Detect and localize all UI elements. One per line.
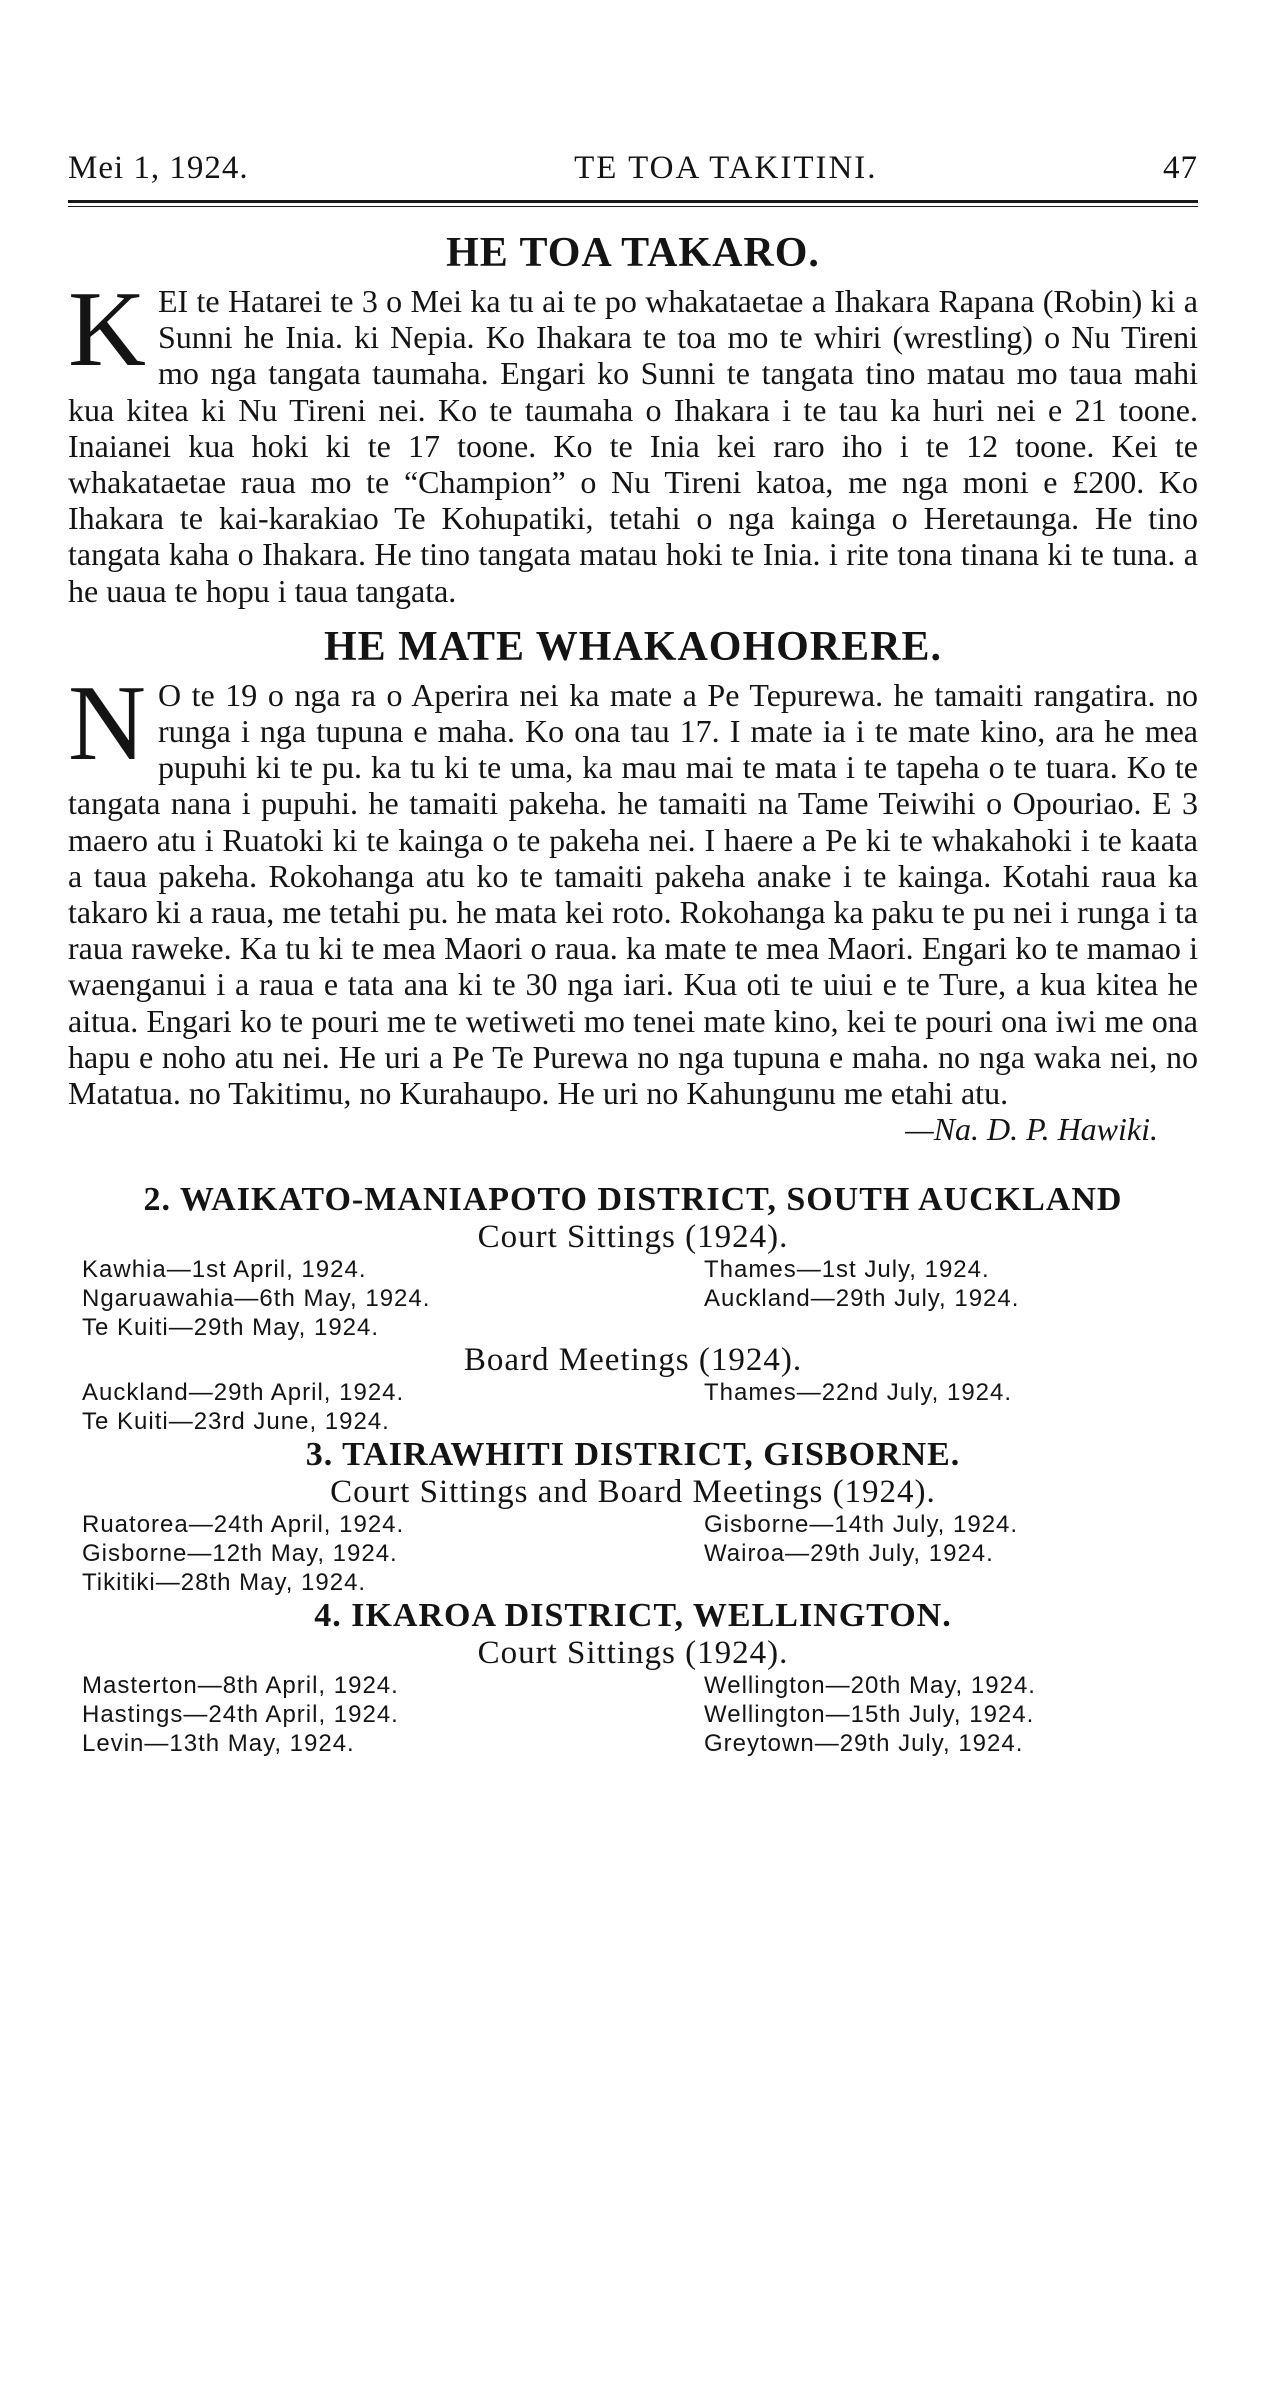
section-heading: Board Meetings (1924). <box>463 1342 803 1379</box>
article-body <box>68 663 1198 1112</box>
schedule-entry <box>642 1568 1202 1597</box>
schedule-entry: Wairoa—29th July, 1924. <box>704 1540 994 1568</box>
schedule-entry: Gisborne—14th July, 1924. <box>704 1511 1019 1539</box>
schedule-entry: Greytown—29th July, 1924. <box>704 1730 1024 1758</box>
article-title: HE TOA TAKARO. <box>446 230 820 276</box>
schedule-entry: Kawhia—1st April, 1924. <box>82 1256 367 1284</box>
schedule-entry: Wellington—20th May, 1924. <box>704 1672 1036 1700</box>
schedule-entry: Ngaruawahia—6th May, 1924. <box>82 1285 431 1313</box>
section-heading: Court Sittings (1924). <box>477 1635 789 1672</box>
schedule-entry <box>642 1313 1202 1342</box>
drop-cap: N <box>68 663 146 783</box>
schedule-entry: Ruatorea—24th April, 1924. <box>82 1511 405 1539</box>
schedule-entry: Wellington—15th July, 1924. <box>704 1701 1035 1729</box>
schedule-entry: Auckland—29th April, 1924. <box>82 1379 405 1407</box>
article-title: HE MATE WHAKAOHORERE. <box>323 623 942 670</box>
schedule-table <box>68 1510 1198 1597</box>
schedule-table <box>68 1255 1198 1342</box>
publication-title: TE TOA TAKITINI. <box>574 150 878 186</box>
schedule-table <box>68 1378 1198 1436</box>
schedule-entry: Gisborne—12th May, 1924. <box>82 1540 398 1568</box>
schedule-entry: Te Kuiti—29th May, 1924. <box>82 1314 380 1342</box>
issue-date: Mei 1, 1924. <box>68 150 249 186</box>
drop-cap: K <box>68 270 146 389</box>
article-text: EI te Hatarei te 3 o Mei ka tu ai te po whakataetae a Ihakara Rapana (Robin) ki a Sunni he Inia. ki Nepia. Ko Ihakara te toa mo te whiri (wrestling) o Nu Tireni mo nga tangata taumaha. Engari ko Sunni te tangata tino matau mo taua mahi kua kitea ki Nu Tireni nei. Ko te taumaha o Ihakara i te tau ka huri nei e 21 toone. Inaianei kua hoki ki te 17 toone. Ko te Inia kei raro iho i te 12 toone. Kei te whakataetae raua mo te “Champion” o Nu Tireni katoa, me nga moni e £200. Ko Ihakara te kai-karakiao Te Kohupatiki, tetahi o nga kainga o Heretaunga. He tino tangata kaha o Ihakara. He tino tangata matau hoki te Inia. i rite tona tinana ki te tuna. a he uaua te hopu i taua tangata. <box>68 283 1198 609</box>
section-heading: Court Sittings (1924). <box>477 1219 789 1256</box>
district-heading: 4. IKAROA DISTRICT, WELLINGTON. <box>314 1597 952 1635</box>
schedule-entry: Hastings—24th April, 1924. <box>82 1701 399 1729</box>
schedule-table <box>68 1671 1198 1758</box>
newspaper-page <box>68 150 1198 1758</box>
schedule-entry: Te Kuiti—23rd June, 1924. <box>82 1408 390 1436</box>
header-rule <box>68 200 1198 207</box>
section-heading: Court Sittings and Board Meetings (1924). <box>330 1474 936 1511</box>
running-header <box>68 150 1198 198</box>
district-heading: 3. TAIRAWHITI DISTRICT, GISBORNE. <box>305 1436 961 1474</box>
schedule-entry <box>642 1407 1202 1436</box>
page-number: 47 <box>1163 150 1198 186</box>
schedule-entry: Tikitiki—28th May, 1924. <box>82 1569 367 1597</box>
schedule-entry: Masterton—8th April, 1924. <box>82 1672 399 1700</box>
schedule-entry: Thames—22nd July, 1924. <box>704 1379 1013 1407</box>
schedule-entry: Auckland—29th July, 1924. <box>704 1285 1020 1313</box>
article-text: O te 19 o nga ra o Aperira nei ka mate a Pe Tepurewa. he tamaiti rangatira. no runga i nga tupuna e maha. Ko ona tau 17. I mate ia i te mate kino, ara he mea pupuhi ki te pu. ka tu ki te uma, ka mau mai te mata i te tapeha o te tuara. Ko te tangata nana i pupuhi. he tamaiti pakeha. he tamaiti na Tame Teiwihi o Opouriao. E 3 maero atu i Ruatoki ki te kainga o te pakeha nei. I haere a Pe ki te whakahoki i te kaata a taua pakeha. Rokohanga atu ko te tamaiti pakeha anake i te kainga. Kotahi raua ka takaro ki a raua, me tetahi pu. he mata kei roto. Rokohanga ka paku te pu nei i runga i ta raua raweke. Ka tu ki te mea Maori o raua. ka mate te mea Maori. Engari ko te mamao i waenganui i a raua e tata ana ki te 30 nga iari. Kua oti te uiui e te Ture, a kua kitea he aitua. Engari ko te pouri me te wetiweti mo tenei mate kino, kei te pouri ona iwi me ona hapu e noho atu nei. He uri a Pe Te Purewa no nga tupuna e maha. no nga waka nei, no Matatua. no Takitimu, no Kurahaupo. He uri no Kahungunu me etahi atu. <box>68 676 1198 1112</box>
schedule-entry: Thames—1st July, 1924. <box>704 1256 990 1284</box>
schedule-entry: Levin—13th May, 1924. <box>82 1730 355 1758</box>
signature-row <box>68 1111 1198 1147</box>
article-signature: —Na. D. P. Hawiki. <box>905 1111 1158 1148</box>
article-body <box>68 270 1198 609</box>
district-heading: 2. WAIKATO-MANIAPOTO DISTRICT, SOUTH AUCKLAND <box>143 1181 1123 1219</box>
